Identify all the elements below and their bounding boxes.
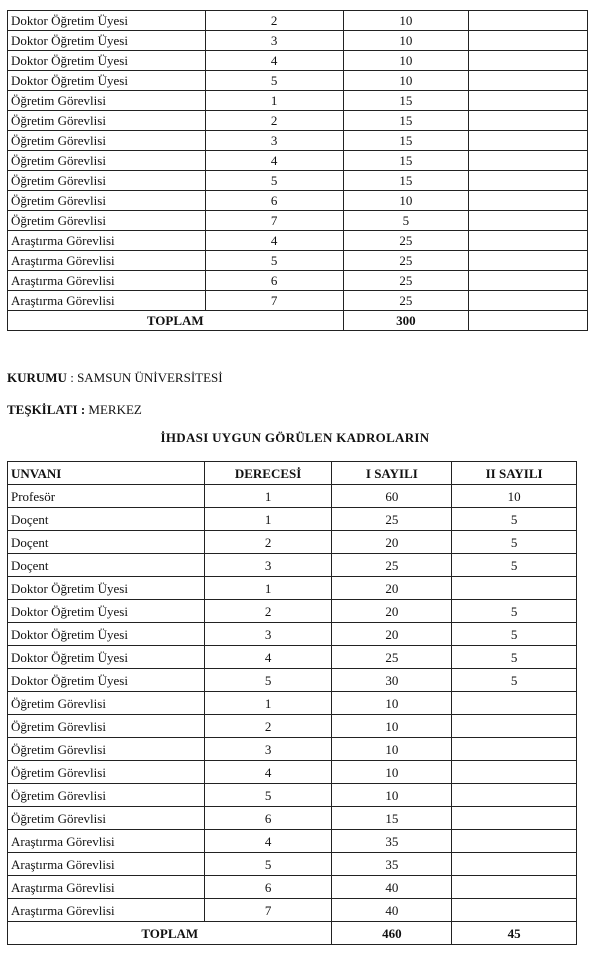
cell-derece: 4 [205,51,343,71]
cell-derece: 1 [204,485,332,508]
cell-sayi1: 10 [343,31,469,51]
table-row [8,508,577,531]
cell-derece: 3 [204,738,332,761]
cell-sayi1: 15 [343,151,469,171]
cell-unvan: Öğretim Görevlisi [8,131,206,151]
table-row [8,853,577,876]
table-row [8,271,588,291]
cell-sayi1: 10 [343,51,469,71]
cell-sayi2 [452,784,577,807]
section-subtitle: İHDASI UYGUN GÖRÜLEN KADROLARIN [160,430,430,445]
cell-unvan: Doktor Öğretim Üyesi [8,600,205,623]
cell-sayi2 [469,91,588,111]
cell-unvan: Araştırma Görevlisi [8,291,206,311]
cell-unvan: Doçent [8,554,205,577]
table-row [8,111,588,131]
cell-derece: 6 [204,807,332,830]
cell-sayi2: 5 [452,623,577,646]
cell-sayi2: 10 [452,485,577,508]
cell-derece: 4 [204,646,332,669]
cell-derece: 3 [205,131,343,151]
cell-sayi1: 10 [343,11,469,31]
cell-derece: 3 [204,623,332,646]
cell-unvan: Araştırma Görevlisi [8,876,205,899]
cell-sayi1: 25 [343,251,469,271]
cell-unvan: Doktor Öğretim Üyesi [8,51,206,71]
cell-sayi1: 25 [332,646,452,669]
cell-sayi2 [452,577,577,600]
cell-unvan: Doçent [8,531,205,554]
total-sayi2: 45 [452,922,577,945]
cell-sayi2: 5 [452,554,577,577]
cell-derece: 4 [204,830,332,853]
cell-derece: 6 [205,271,343,291]
cell-derece: 6 [205,191,343,211]
cell-sayi2 [469,231,588,251]
cell-sayi2 [452,830,577,853]
table-row [8,669,577,692]
cell-derece: 6 [204,876,332,899]
cell-unvan: Araştırma Görevlisi [8,899,205,922]
cell-sayi1: 15 [343,91,469,111]
cadre-table-continued [7,10,588,331]
cell-sayi2 [469,271,588,291]
cell-sayi2 [469,151,588,171]
table-row [8,899,577,922]
cell-derece: 3 [205,31,343,51]
cell-sayi2: 5 [452,669,577,692]
cell-sayi2: 5 [452,508,577,531]
organization-separator: : [77,402,89,417]
cell-unvan: Öğretim Görevlisi [8,784,205,807]
cell-sayi1: 25 [343,291,469,311]
total-sayi1: 300 [343,311,469,331]
cell-sayi2 [452,807,577,830]
cell-unvan: Doktor Öğretim Üyesi [8,669,205,692]
cell-sayi1: 35 [332,830,452,853]
cell-derece: 7 [205,211,343,231]
cell-unvan: Araştırma Görevlisi [8,271,206,291]
cell-derece: 1 [204,692,332,715]
cell-unvan: Öğretim Görevlisi [8,692,205,715]
cell-unvan: Öğretim Görevlisi [8,111,206,131]
cell-sayi2 [469,31,588,51]
cell-unvan: Öğretim Görevlisi [8,738,205,761]
cell-sayi2 [469,71,588,91]
cell-sayi1: 10 [343,71,469,91]
table-row [8,131,588,151]
cell-unvan: Doktor Öğretim Üyesi [8,71,206,91]
cell-derece: 4 [205,231,343,251]
table-row [8,51,588,71]
total-row [8,311,588,331]
cell-unvan: Öğretim Görevlisi [8,91,206,111]
cell-unvan: Öğretim Görevlisi [8,191,206,211]
organization-value: MERKEZ [88,402,142,417]
cell-sayi2: 5 [452,531,577,554]
table-row [8,191,588,211]
table-row [8,715,577,738]
cell-sayi1: 20 [332,600,452,623]
total-label: TOPLAM [8,311,344,331]
cell-unvan: Doçent [8,508,205,531]
cell-unvan: Doktor Öğretim Üyesi [8,577,205,600]
cell-unvan: Araştırma Görevlisi [8,830,205,853]
cell-sayi2 [452,738,577,761]
cell-sayi1: 15 [343,131,469,151]
cell-unvan: Doktor Öğretim Üyesi [8,646,205,669]
cell-sayi2 [469,171,588,191]
table-row [8,211,588,231]
table-row [8,291,588,311]
table-row [8,623,577,646]
cell-sayi1: 5 [343,211,469,231]
cell-sayi2 [469,191,588,211]
cell-derece: 5 [204,669,332,692]
institution-label: KURUMU [7,370,67,385]
cell-derece: 4 [205,151,343,171]
cell-sayi2 [452,761,577,784]
table-row [8,11,588,31]
cell-sayi1: 20 [332,531,452,554]
table-row [8,646,577,669]
cadre-table-body [8,485,577,945]
cell-unvan: Araştırma Görevlisi [8,231,206,251]
cell-sayi2 [469,11,588,31]
cell-sayi2 [469,131,588,151]
cell-sayi1: 25 [332,508,452,531]
cell-sayi2 [469,111,588,131]
cell-sayi1: 60 [332,485,452,508]
cell-derece: 1 [205,91,343,111]
cell-sayi1: 10 [343,191,469,211]
table-row [8,577,577,600]
total-row [8,922,577,945]
table-row [8,251,588,271]
total-label: TOPLAM [8,922,332,945]
table-row [8,485,577,508]
cell-sayi2 [469,291,588,311]
table-row [8,151,588,171]
cell-unvan: Doktor Öğretim Üyesi [8,31,206,51]
cell-derece: 2 [204,715,332,738]
cell-sayi1: 35 [332,853,452,876]
cell-sayi1: 15 [332,807,452,830]
cell-derece: 2 [205,111,343,131]
cell-sayi1: 10 [332,692,452,715]
cell-sayi1: 10 [332,738,452,761]
cell-derece: 2 [204,600,332,623]
cell-sayi2 [452,715,577,738]
cell-unvan: Öğretim Görevlisi [8,171,206,191]
table-row [8,807,577,830]
cell-sayi2 [452,899,577,922]
institution-line [7,370,223,386]
cell-sayi2: 5 [452,646,577,669]
table-row [8,531,577,554]
institution-separator: : [66,370,78,385]
table-row [8,692,577,715]
cell-sayi1: 25 [332,554,452,577]
total-sayi2 [469,311,588,331]
table-row [8,600,577,623]
cell-derece: 7 [205,291,343,311]
cell-derece: 4 [204,761,332,784]
cell-derece: 3 [204,554,332,577]
table-row [8,784,577,807]
cell-unvan: Öğretim Görevlisi [8,715,205,738]
cadre-table-continued-body [8,11,588,331]
cell-derece: 2 [205,11,343,31]
cell-sayi1: 40 [332,876,452,899]
cell-sayi1: 15 [343,111,469,131]
cell-sayi1: 40 [332,899,452,922]
cell-sayi2: 5 [452,600,577,623]
table-row [8,231,588,251]
cell-derece: 7 [204,899,332,922]
total-sayi1: 460 [332,922,452,945]
cell-derece: 2 [204,531,332,554]
cell-sayi2 [452,853,577,876]
table-row [8,171,588,191]
cell-unvan: Öğretim Görevlisi [8,211,206,231]
cell-unvan: Öğretim Görevlisi [8,151,206,171]
institution-value: SAMSUN ÜNİVERSİTESİ [77,370,223,385]
cell-derece: 5 [205,171,343,191]
cell-sayi1: 25 [343,231,469,251]
table-row [8,738,577,761]
cell-sayi2 [452,876,577,899]
cell-sayi2 [469,211,588,231]
cell-sayi1: 15 [343,171,469,191]
header-sayi2: II SAYILI [452,462,577,485]
cell-unvan: Araştırma Görevlisi [8,853,205,876]
table-row [8,71,588,91]
table-row [8,91,588,111]
header-sayi1: I SAYILI [332,462,452,485]
cell-sayi1: 10 [332,715,452,738]
cell-derece: 1 [204,508,332,531]
cell-unvan: Doktor Öğretim Üyesi [8,623,205,646]
cell-sayi1: 30 [332,669,452,692]
cell-sayi1: 25 [343,271,469,291]
header-unvan: UNVANI [8,462,205,485]
cell-sayi2 [469,251,588,271]
cell-unvan: Öğretim Görevlisi [8,807,205,830]
cell-sayi2 [469,51,588,71]
table-header-row [8,462,577,485]
cadre-table [7,461,577,945]
table-row [8,31,588,51]
cell-derece: 5 [205,71,343,91]
cell-sayi1: 20 [332,623,452,646]
organization-line [7,402,142,418]
table-row [8,830,577,853]
cell-derece: 5 [204,853,332,876]
cell-unvan: Öğretim Görevlisi [8,761,205,784]
cell-derece: 5 [204,784,332,807]
table-row [8,876,577,899]
table-row [8,761,577,784]
cell-sayi1: 20 [332,577,452,600]
organization-label: TEŞKİLATI [7,402,78,417]
header-derece: DERECESİ [204,462,332,485]
cell-sayi2 [452,692,577,715]
table-row [8,554,577,577]
cell-unvan: Doktor Öğretim Üyesi [8,11,206,31]
cell-unvan: Profesör [8,485,205,508]
cell-sayi1: 10 [332,761,452,784]
cell-derece: 5 [205,251,343,271]
cell-unvan: Araştırma Görevlisi [8,251,206,271]
cell-derece: 1 [204,577,332,600]
cell-sayi1: 10 [332,784,452,807]
